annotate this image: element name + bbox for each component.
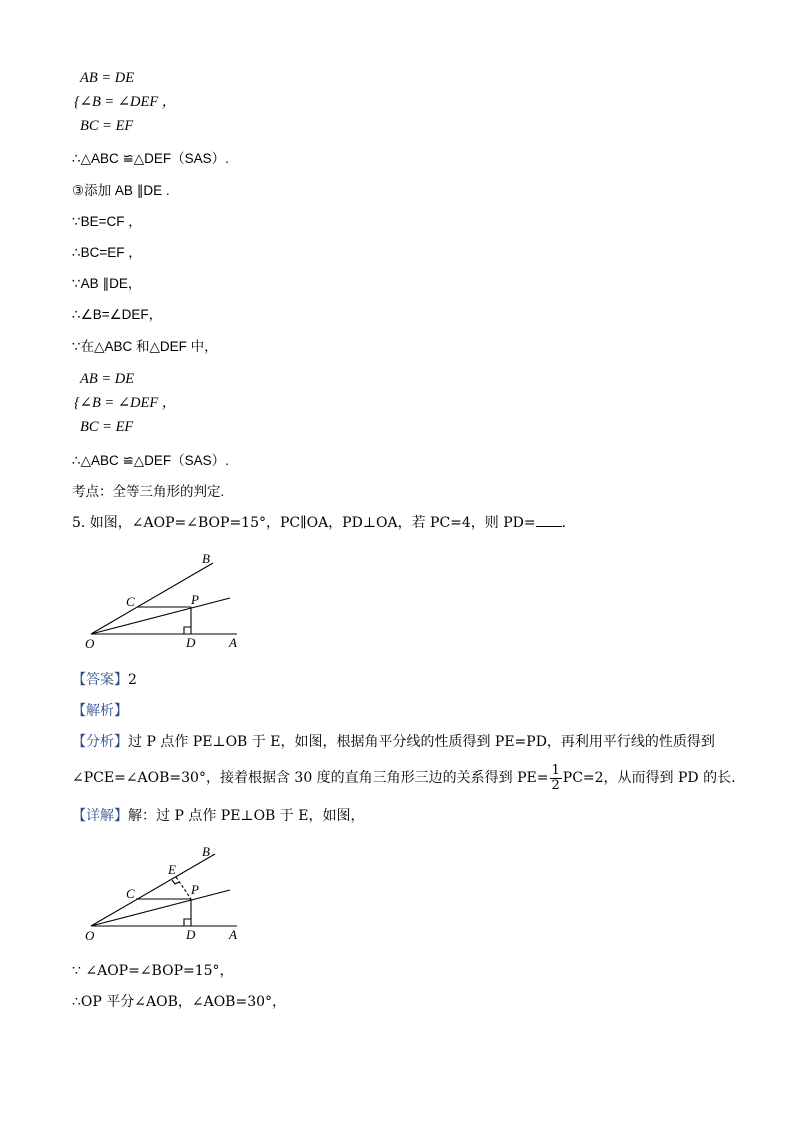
analysis-text-2b: PC=2，从而得到 PD 的长. xyxy=(562,770,736,786)
figure-1 xyxy=(80,548,250,653)
label-e: E xyxy=(168,862,176,877)
question-5-stem xyxy=(72,514,566,532)
analysis-tag: 【分析】 xyxy=(72,734,128,750)
analysis-text-1: 过 P 点作 PE⊥OB 于 E，如图，根据角平分线的性质得到 PE=PD，再利用平行线的性质得到 xyxy=(128,734,715,750)
answer-blank xyxy=(536,514,562,527)
fraction-numerator: 1 xyxy=(551,762,560,778)
answer-value: 2 xyxy=(128,672,137,688)
eq-ab-de: AB = DE xyxy=(80,70,135,86)
detail-line xyxy=(72,807,364,825)
jiexi-tag: 【解析】 xyxy=(72,703,128,719)
label-d: D xyxy=(186,635,196,650)
conclusion-sas-2: ∴△ABC ≌△DEF（SAS）. xyxy=(72,453,229,468)
eq-ab-de-2: AB = DE xyxy=(80,371,135,387)
label-p: P xyxy=(191,592,199,607)
question-5-end: . xyxy=(561,515,567,531)
step-ab-parallel-de: ∵AB ∥DE， xyxy=(72,276,142,291)
label-b: B xyxy=(202,551,210,566)
segment-pe-dashed xyxy=(176,877,191,899)
figure-2 xyxy=(80,840,250,945)
eq-angle-b: {∠B = ∠DEF ， xyxy=(74,94,177,110)
detail-text: 解：过 P 点作 PE⊥OB 于 E，如图， xyxy=(128,808,365,824)
right-angle-mark-e xyxy=(172,880,179,884)
fraction-one-half xyxy=(550,764,562,793)
label-p-2: P xyxy=(191,882,199,897)
label-d-2: D xyxy=(186,927,196,942)
kaodian: 考点：全等三角形的判定. xyxy=(72,484,225,499)
eq-bc-ef-2: BC = EF xyxy=(80,419,134,435)
tail-step-1: ∵ ∠AOP=∠BOP=15°， xyxy=(72,963,234,979)
tail-step-2: ∴OP 平分∠AOB，∠AOB=30°， xyxy=(72,994,287,1010)
answer-tag: 【答案】 xyxy=(72,672,128,688)
step-in-triangles: ∵在△ABC 和△DEF 中， xyxy=(72,339,218,354)
eq-angle-b-2: {∠B = ∠DEF ， xyxy=(74,395,177,411)
analysis-line-2 xyxy=(72,760,736,796)
label-o: O xyxy=(85,636,95,651)
case3-title: ③添加 AB ∥DE . xyxy=(72,183,170,198)
conclusion-sas: ∴△ABC ≌△DEF（SAS）. xyxy=(72,151,229,166)
ray-op-2 xyxy=(91,890,230,926)
label-c: C xyxy=(126,594,135,609)
answer-line xyxy=(72,671,137,689)
analysis-line-1 xyxy=(72,733,715,751)
right-angle-mark-d xyxy=(184,919,191,926)
label-a-2: A xyxy=(229,927,237,942)
question-5-text: 5. 如图，∠AOP=∠BOP=15°，PC∥OA，PD⊥OA，若 PC=4，则 PD= xyxy=(72,515,536,531)
step-be-cf: ∵BE=CF ， xyxy=(72,214,142,229)
label-a: A xyxy=(229,635,237,650)
step-angle-b: ∴∠B=∠DEF， xyxy=(72,307,163,322)
analysis-text-2a: ∠PCE=∠AOB=30°，接着根据含 30 度的直角三角形三边的关系得到 PE= xyxy=(72,770,549,786)
label-b-2: B xyxy=(202,844,210,859)
ray-op xyxy=(91,598,230,634)
eq-bc-ef: BC = EF xyxy=(80,118,134,134)
label-o-2: O xyxy=(85,928,95,943)
detail-tag: 【详解】 xyxy=(72,808,128,824)
label-c-2: C xyxy=(126,886,135,901)
fraction-denominator: 2 xyxy=(551,777,560,793)
right-angle-mark xyxy=(184,627,191,634)
step-bc-ef: ∴BC=EF ， xyxy=(72,245,142,260)
